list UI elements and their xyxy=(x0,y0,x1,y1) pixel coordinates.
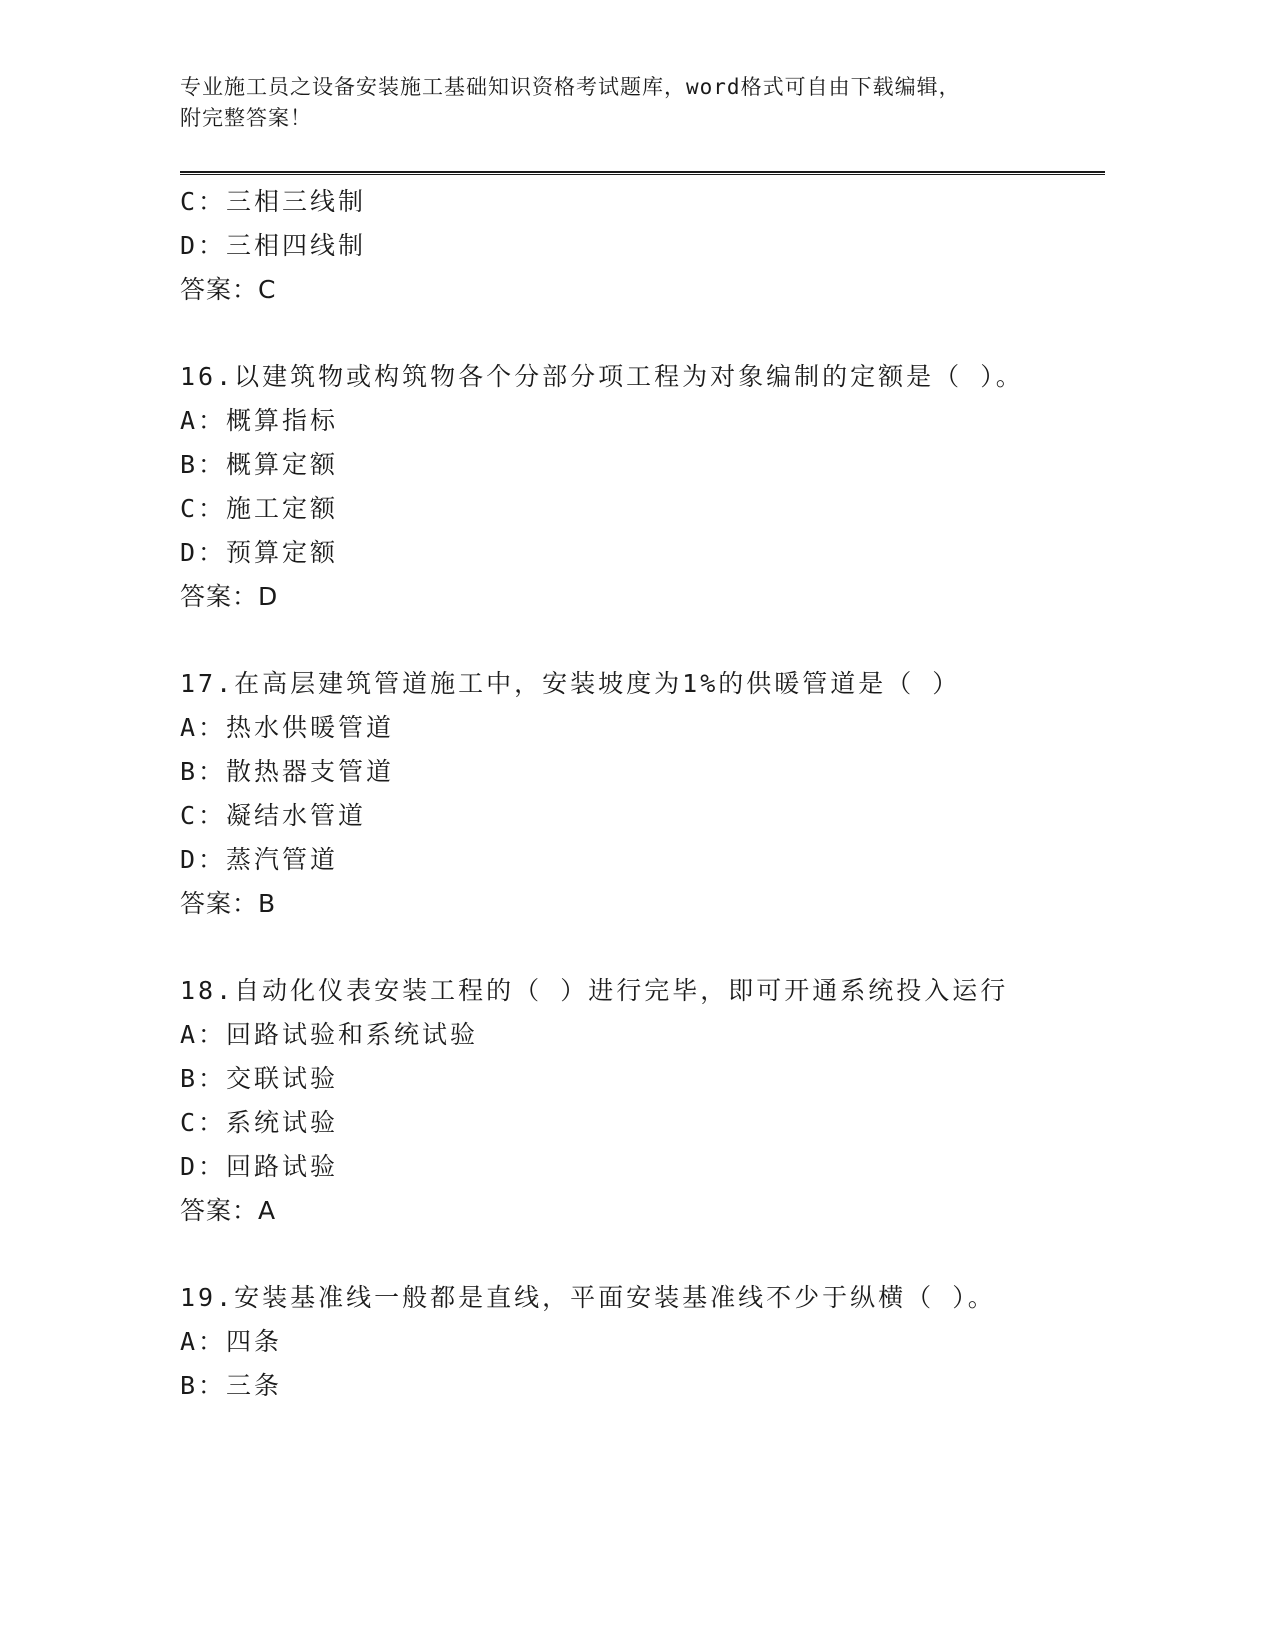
option-b: B：三条 xyxy=(180,1371,283,1400)
question-stem: 16.以建筑物或构筑物各个分部分项工程为对象编制的定额是（ ）。 xyxy=(180,362,1024,391)
question-16 xyxy=(180,355,1105,619)
question-stem: 17.在高层建筑管道施工中，安装坡度为1%的供暖管道是（ ） xyxy=(180,669,961,698)
question-stem: 19.安装基准线一般都是直线，平面安装基准线不少于纵横（ ）。 xyxy=(180,1283,996,1312)
option-b: B：概算定额 xyxy=(180,450,339,479)
answer: 答案：B xyxy=(180,889,277,918)
answer: 答案：D xyxy=(180,582,279,611)
option-d: D：预算定额 xyxy=(180,538,339,567)
option-a: A：概算指标 xyxy=(180,406,339,435)
option-c: C：系统试验 xyxy=(180,1108,339,1137)
answer: 答案：C xyxy=(180,275,277,304)
option-a: A：回路试验和系统试验 xyxy=(180,1020,479,1049)
question-15-tail xyxy=(180,180,1105,312)
question-stem: 18.自动化仪表安装工程的（ ）进行完毕，即可开通系统投入运行 xyxy=(180,976,1009,1005)
option-b: B：散热器支管道 xyxy=(180,757,395,786)
question-19 xyxy=(180,1276,1105,1408)
option-a: A：四条 xyxy=(180,1327,283,1356)
page-header xyxy=(180,72,1040,134)
question-18 xyxy=(180,969,1105,1233)
header-rule xyxy=(180,171,1105,175)
option-a: A：热水供暖管道 xyxy=(180,713,395,742)
option-d: D：蒸汽管道 xyxy=(180,845,339,874)
option-b: B：交联试验 xyxy=(180,1064,339,1093)
option-d: D：回路试验 xyxy=(180,1152,339,1181)
answer: 答案：A xyxy=(180,1196,277,1225)
option-c: C：凝结水管道 xyxy=(180,801,367,830)
header-line-1: 专业施工员之设备安装施工基础知识资格考试题库，word格式可自由下载编辑， xyxy=(180,75,961,99)
option-c: C：三相三线制 xyxy=(180,187,367,216)
header-line-2: 附完整答案！ xyxy=(180,106,312,130)
question-list xyxy=(180,180,1105,1408)
option-c: C：施工定额 xyxy=(180,494,339,523)
option-d: D：三相四线制 xyxy=(180,231,367,260)
question-17 xyxy=(180,662,1105,926)
